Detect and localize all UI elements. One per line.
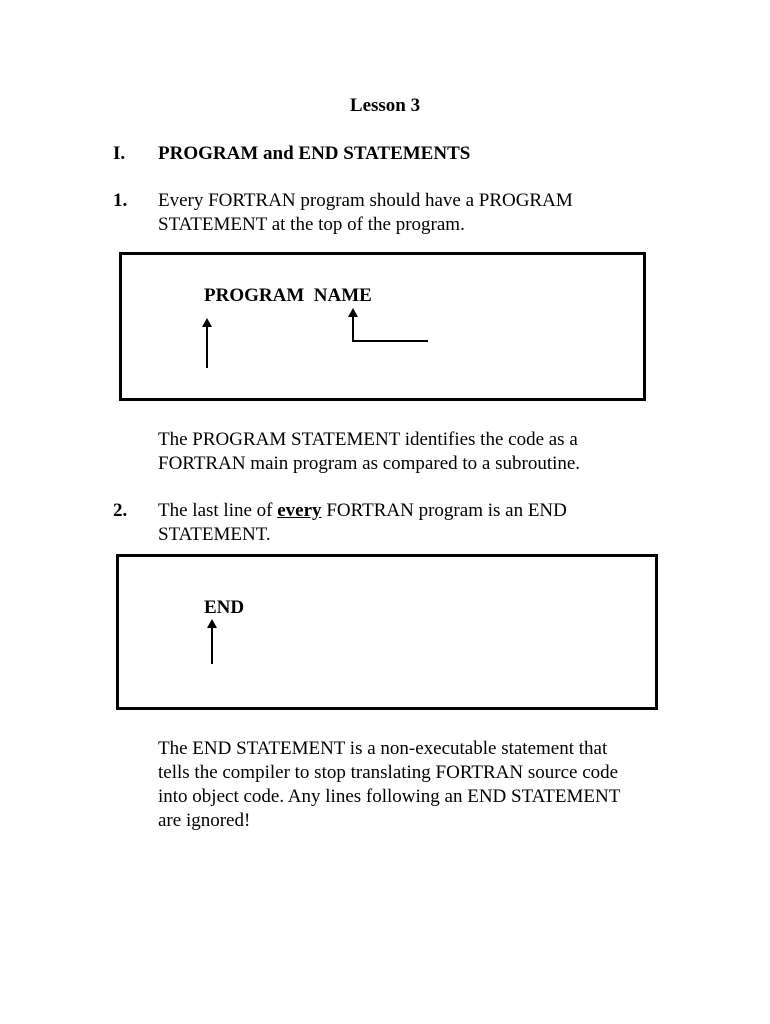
up-arrow-icon [211, 627, 213, 664]
program-name-code: PROGRAM NAME [204, 285, 372, 306]
item-2-explain-line-4: are ignored! [158, 810, 251, 831]
item-1-text [158, 189, 698, 237]
item-2-line-1 [158, 499, 698, 523]
section-heading: PROGRAM and END STATEMENTS [158, 143, 471, 164]
underline-connector [352, 340, 428, 342]
item-1-explain-line-1: The PROGRAM STATEMENT identifies the code as a [158, 429, 578, 450]
item-1-number: 1. [113, 190, 128, 211]
item-1-line-1: Every FORTRAN program should have a PROGRAM [158, 190, 573, 211]
item-2-explain-line-3: into object code. Any lines following an END STATEMENT [158, 786, 621, 807]
item-2-explanation [158, 737, 718, 833]
item-2-explain-line-2: tells the compiler to stop translating FORTRAN source code [158, 762, 619, 783]
item-1-explain-line-2: FORTRAN main program as compared to a subroutine. [158, 453, 581, 474]
item-2-line-1-end: FORTRAN program is an END [321, 500, 567, 521]
up-arrow-icon [206, 326, 208, 368]
item-2-number: 2. [113, 500, 128, 521]
section-numeral: I. [113, 143, 126, 164]
item-2-text [158, 499, 698, 547]
end-code: END [204, 597, 245, 618]
up-arrow-icon [352, 316, 354, 342]
item-1-explanation [158, 428, 698, 476]
item-2-line-2: STATEMENT. [158, 524, 271, 545]
page-title: Lesson 3 [349, 95, 421, 116]
end-statement-box [116, 554, 658, 710]
item-2-line-1-start: The last line of [158, 500, 278, 521]
program-statement-box [119, 252, 646, 401]
emphasis-every: every [277, 500, 322, 521]
item-2-explain-line-1: The END STATEMENT is a non-executable statement that [158, 738, 608, 759]
item-1-line-2: STATEMENT at the top of the program. [158, 214, 465, 235]
